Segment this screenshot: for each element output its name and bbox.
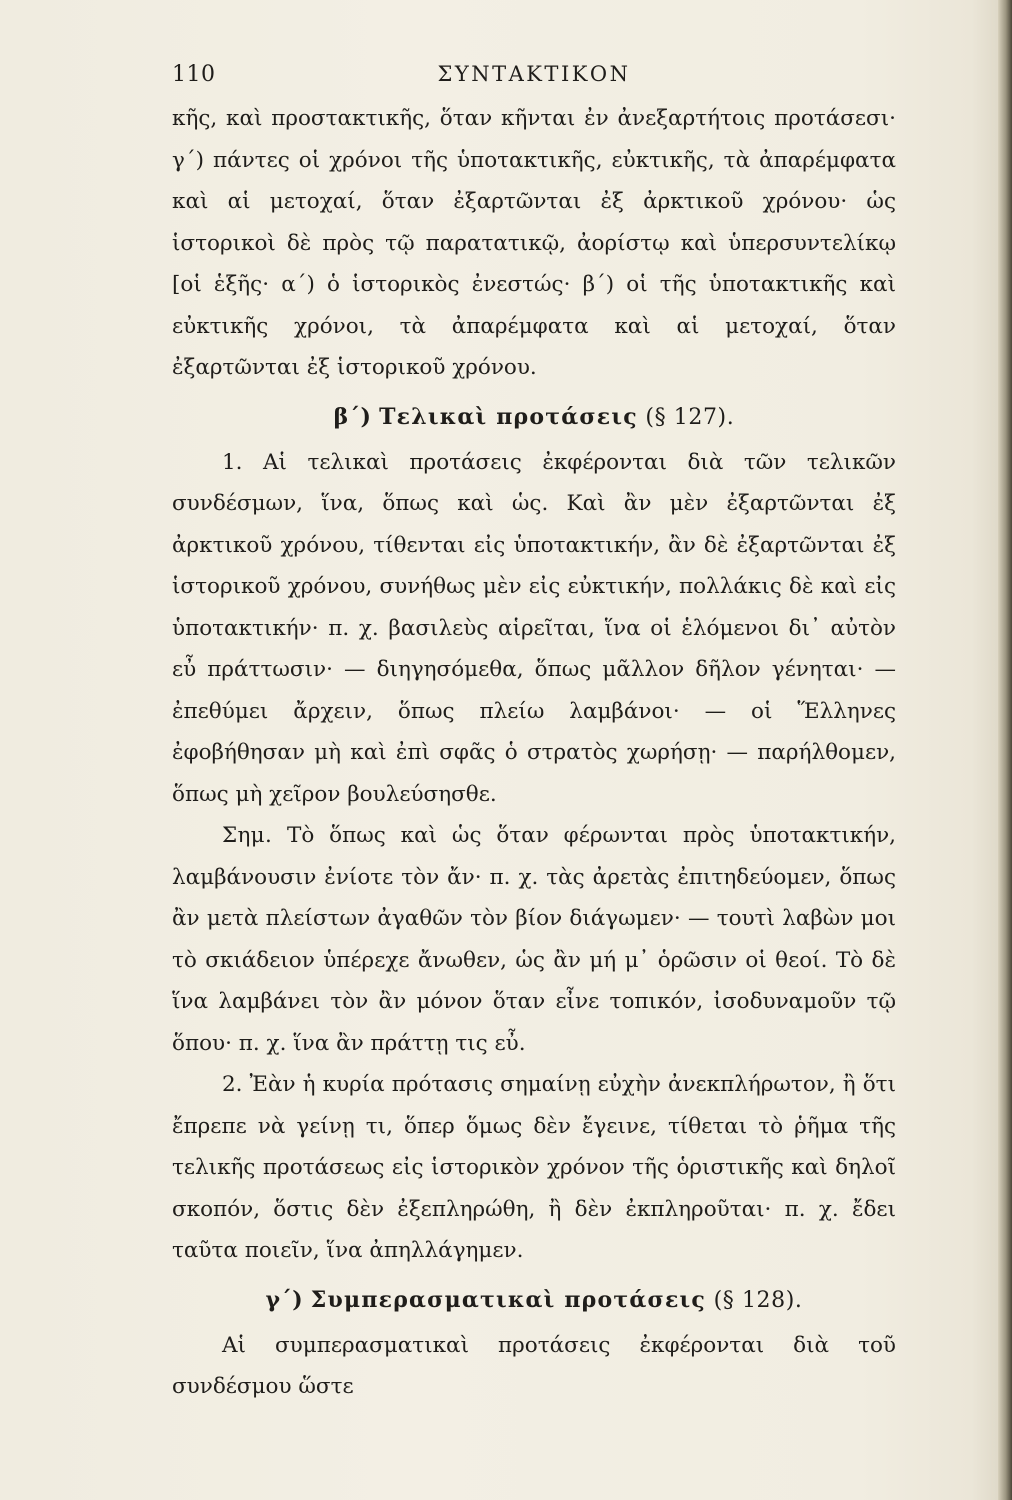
note-paragraph — [172, 815, 896, 1064]
section-marker: γ΄) — [265, 1286, 304, 1313]
book-spine-edge — [998, 0, 1012, 1500]
page-header — [172, 62, 896, 96]
paragraph-consecutive-clauses-1: Αἱ συμπερασματικαὶ προτάσεις ἐκφέρονται διὰ τοῦ συνδέσμου ὥστε — [172, 1332, 896, 1399]
section-heading-consecutive-clauses — [172, 1280, 896, 1321]
page-number: 110 — [172, 62, 216, 87]
paragraph-final-clauses-1: 1. Αἱ τελικαὶ προτάσεις ἐκφέρονται διὰ τῶν τελικῶν συνδέσμων, ἵνα, ὅπως καὶ ὡς. Καὶ ἂν μὲν ἐξαρτῶνται ἐξ ἀρκτικοῦ χρόνου, τίθενται εἰς ὑποτακτικήν, ἂν δὲ ἐξαρτῶνται ἐξ ἱστορικοῦ χρόνου, συνήθως μὲν εἰς εὐκτικήν, πολλάκις δὲ καὶ εἰς ὑποτακτικήν· π. χ. βασιλεὺς αἱρεῖται, ἵνα οἱ ἑλόμενοι δι᾿ αὐτὸν εὖ πράττωσιν· — διηγησόμεθα, ὅπως μᾶλλον δῆλον γένηται· — ἐπεθύμει ἄρχειν, ὅπως πλείω λαμβάνοι· — οἱ Ἕλληνες ἐφοβήθησαν μὴ καὶ ἐπὶ σφᾶς ὁ στρατὸς χωρήσῃ· — παρήλθομεν, ὅπως μὴ χεῖρον βουλεύσησθε. — [172, 449, 896, 807]
running-title: ΣΥΝΤΑΚΤΙΚΟΝ — [437, 62, 631, 86]
page-body — [172, 98, 896, 1408]
note-text: Τὸ ὅπως καὶ ὡς ὅταν φέρωνται πρὸς ὑποτακτικήν, λαμβάνουσιν ἐνίοτε τὸν ἄν· π. χ. τὰς ἀρετὰς ἐπιτηδεύομεν, ὅπως ἂν μετὰ πλείστων ἀγαθῶν τὸν βίον διάγωμεν· — τουτὶ λαβὼν μοι τὸ σκιάδειον ὑπέρεχε ἄνωθεν, ὡς ἂν μή μ᾿ ὁρῶσιν οἱ θεοί. Τὸ δὲ ἵνα λαμβάνει τὸν ἂν μόνον ὅταν εἶνε τοπικόν, ἰσοδυναμοῦν τῷ ὅπου· π. χ. ἵνα ἂν πράττῃ τις εὖ. — [172, 823, 897, 1056]
section-marker: β΄) — [333, 403, 372, 430]
note-label: Σημ. — [222, 823, 273, 848]
paragraph-final-clauses-2: 2. Ἐὰν ἡ κυρία πρότασις σημαίνῃ εὐχὴν ἀνεκπλήρωτον, ἢ ὅτι ἔπρεπε νὰ γείνῃ τι, ὅπερ ὅμως δὲν ἔγεινε, τίθεται τὸ ῥῆμα τῆς τελικῆς προτάσεως εἰς ἱστορικὸν χρόνον τῆς ὁριστικῆς καὶ δηλοῖ σκοπόν, ὅστις δὲν ἐξεπληρώθη, ἢ δὲν ἐκπληροῦται· π. χ. ἔδει ταῦτα ποιεῖν, ἵνα ἀπηλλάγημεν. — [172, 1072, 896, 1263]
section-reference: (§ 128). — [713, 1287, 803, 1313]
section-reference: (§ 127). — [645, 404, 735, 430]
continuation-paragraph: κῆς, καὶ προστακτικῆς, ὅταν κῆνται ἐν ἀνεξαρτήτοις προτάσεσι· γ΄) πάντες οἱ χρόνοι τῆς ὑποτακτικῆς, εὐκτικῆς, τὰ ἀπαρέμφατα καὶ αἱ μετοχαί, ὅταν ἐξαρτῶνται ἐξ ἀρκτικοῦ χρόνου· ὡς ἱστορικοὶ δὲ πρὸς τῷ παρατατικῷ, ἀορίστῳ καὶ ὑπερσυντελίκῳ [οἱ ἑξῆς· α΄) ὁ ἱστορικὸς ἐνεστώς· β΄) οἱ τῆς ὑποτακτικῆς καὶ εὐκτικῆς χρόνοι, τὰ ἀπαρέμφατα καὶ αἱ μετοχαί, ὅταν ἐξαρτῶνται ἐξ ἱστορικοῦ χρόνου. — [172, 106, 896, 380]
section-heading-final-clauses — [172, 397, 896, 438]
section-title: Τελικαὶ προτάσεις — [379, 403, 638, 430]
section-title: Συμπερασματικαὶ προτάσεις — [310, 1286, 706, 1313]
